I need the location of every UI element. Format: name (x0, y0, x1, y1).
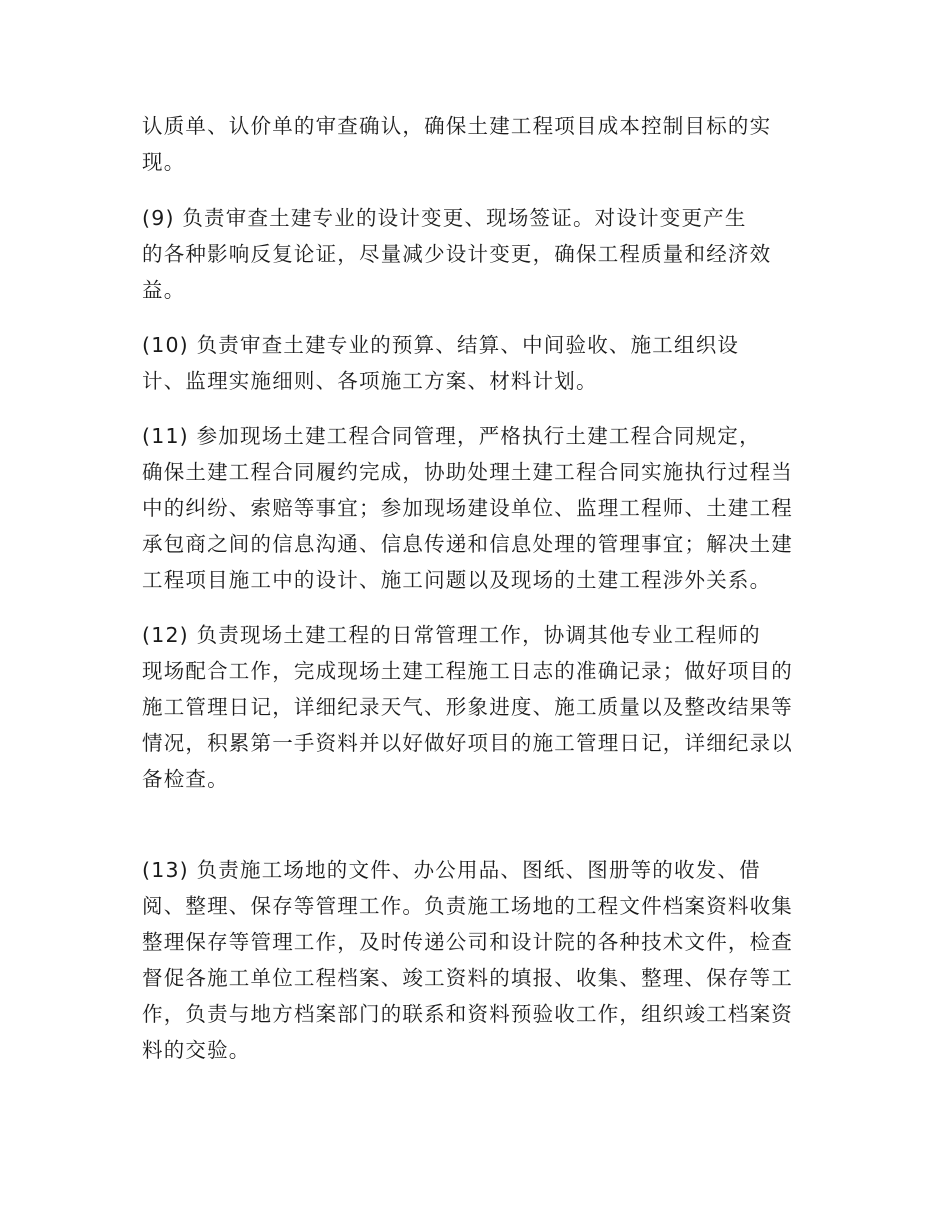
text-line: 备检查。 (142, 767, 229, 791)
text-line: 阅、整理、保存等管理工作。负责施工场地的工程文件档案资料收集 (142, 894, 793, 918)
text-line: (9) 负责审查土建专业的设计变更、现场签证。对设计变更产生 (142, 206, 747, 230)
text-line: 的各种影响反复论证，尽量减少设计变更，确保工程质量和经济效 (142, 242, 772, 266)
text-line: (11) 参加现场土建工程合同管理，严格执行土建工程合同规定， (142, 424, 761, 448)
text-line: 承包商之间的信息沟通、信息传递和信息处理的管理事宜；解决土建 (142, 532, 793, 556)
text-line: 计、监理实施细则、各项施工方案、材料计划。 (142, 369, 598, 393)
text-line: 确保土建工程合同履约完成，协助处理土建工程合同实施执行过程当 (142, 460, 793, 484)
paragraph-item-10 (142, 327, 822, 399)
paragraph-item-13 (142, 852, 822, 1068)
text-line: 施工管理日记，详细纪录天气、形象进度、施工质量以及整改结果等 (142, 695, 793, 719)
text-line: (12) 负责现场土建工程的日常管理工作，协调其他专业工程师的 (142, 623, 761, 647)
text-line: 益。 (142, 278, 186, 302)
text-line: 整理保存等管理工作，及时传递公司和设计院的各种技术文件，检查 (142, 930, 793, 954)
paragraph-continuation (142, 108, 822, 180)
text-line: 督促各施工单位工程档案、竣工资料的填报、收集、整理、保存等工 (142, 966, 793, 990)
paragraph-item-11 (142, 418, 822, 598)
text-line: 料的交验。 (142, 1038, 251, 1062)
text-line: (13) 负责施工场地的文件、办公用品、图纸、图册等的收发、借 (142, 858, 761, 882)
text-line: 工程项目施工中的设计、施工问题以及现场的土建工程涉外关系。 (142, 568, 772, 592)
text-line: 认质单、认价单的审查确认，确保土建工程项目成本控制目标的实 (142, 114, 772, 138)
text-line: 现。 (142, 150, 186, 174)
text-line: 中的纠纷、索赔等事宜；参加现场建设单位、监理工程师、土建工程 (142, 496, 793, 520)
paragraph-item-9 (142, 200, 822, 308)
text-line: (10) 负责审查土建专业的预算、结算、中间验收、施工组织设 (142, 333, 740, 357)
text-line: 情况，积累第一手资料并以好做好项目的施工管理日记，详细纪录以 (142, 731, 793, 755)
text-line: 现场配合工作，完成现场土建工程施工日志的准确记录；做好项目的 (142, 659, 793, 683)
text-line: 作，负责与地方档案部门的联系和资料预验收工作，组织竣工档案资 (142, 1002, 793, 1026)
paragraph-item-12 (142, 617, 822, 797)
